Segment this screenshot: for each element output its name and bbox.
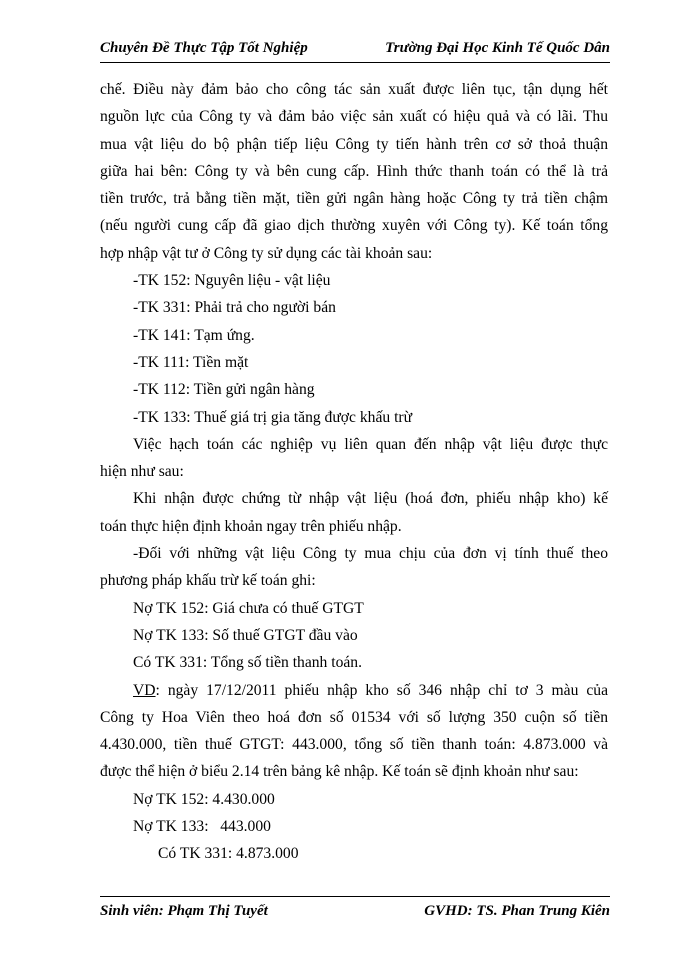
example-text: : ngày 17/12/2011 phiếu nhập kho số 346 nhập chỉ tơ 3 màu của bbox=[155, 681, 608, 699]
example-entry: Nợ TK 152: 4.430.000 bbox=[133, 790, 275, 808]
account-item: -TK 133: Thuế giá trị gia tăng được khấu trừ bbox=[133, 408, 413, 426]
document-body bbox=[100, 76, 608, 868]
example-line: Công ty Hoa Viên theo hoá đơn số 01534 với số lượng 350 cuộn số tiền bbox=[100, 708, 608, 726]
body-line: giữa hai bên: Công ty và bên cung cấp. Hình thức thanh toán có thể là trả bbox=[100, 162, 608, 180]
header-right: Trường Đại Học Kinh Tế Quốc Dân bbox=[385, 40, 610, 56]
example-entry: Nợ TK 133: 443.000 bbox=[133, 818, 271, 836]
body-line: Khi nhận được chứng từ nhập vật liệu (hoá đơn, phiếu nhập kho) kế bbox=[133, 490, 608, 508]
example-line: được thể hiện ở biểu 2.14 trên bảng kê nhập. Kế toán sẽ định khoản như sau: bbox=[100, 763, 579, 781]
account-item: -TK 112: Tiền gửi ngân hàng bbox=[133, 381, 315, 399]
account-item: -TK 141: Tạm ứng. bbox=[133, 326, 255, 344]
body-line: hợp nhập vật tư ở Công ty sử dụng các tài khoản sau: bbox=[100, 244, 433, 262]
body-line: -Đối với những vật liệu Công ty mua chịu của đơn vị tính thuế theo bbox=[133, 545, 608, 563]
body-line: chế. Điều này đảm bảo cho công tác sản xuất được liên tục, tận dụng hết bbox=[100, 81, 608, 98]
body-line: toán thực hiện định khoản ngay trên phiếu nhập. bbox=[100, 517, 402, 535]
body-line: mua vật liệu do bộ phận tiếp liệu Công ty tiến hành trên cơ sở thoả thuận bbox=[100, 135, 608, 153]
account-item: -TK 331: Phải trả cho người bán bbox=[133, 299, 336, 317]
example-line: 4.430.000, tiền thuế GTGT: 443.000, tổng số tiền thanh toán: 4.873.000 và bbox=[100, 736, 608, 754]
page-header bbox=[100, 38, 610, 63]
page-footer bbox=[100, 896, 610, 919]
body-line: tiền trước, trả bằng tiền mặt, tiền gửi ngân hàng hoặc Công ty trả tiền chậm bbox=[100, 190, 608, 208]
journal-entry: Có TK 331: Tổng số tiền thanh toán. bbox=[133, 654, 362, 672]
account-item: -TK 152: Nguyên liệu - vật liệu bbox=[133, 272, 331, 290]
header-left: Chuyên Đề Thực Tập Tốt Nghiệp bbox=[100, 40, 308, 56]
body-line: nguồn lực của Công ty và đảm bảo việc sản xuất có hiệu quả và có lãi. Thu bbox=[100, 108, 608, 126]
example-credit: Có TK 331: 4.873.000 bbox=[158, 845, 299, 863]
example-label: VD bbox=[133, 681, 156, 699]
account-item: -TK 111: Tiền mặt bbox=[133, 353, 249, 371]
footer-left: Sinh viên: Phạm Thị Tuyết bbox=[100, 903, 268, 919]
body-line: Việc hạch toán các nghiệp vụ liên quan đến nhập vật liệu được thực bbox=[133, 435, 608, 453]
body-line: phương pháp khấu trừ kế toán ghi: bbox=[100, 572, 316, 590]
example-line bbox=[100, 677, 608, 704]
body-line: hiện như sau: bbox=[100, 463, 184, 481]
body-line: (nếu người cung cấp đã giao dịch thường xuyên với Công ty). Kế toán tổng bbox=[100, 217, 608, 235]
journal-entry: Nợ TK 152: Giá chưa có thuế GTGT bbox=[133, 599, 364, 617]
footer-right: GVHD: TS. Phan Trung Kiên bbox=[424, 903, 610, 919]
journal-entry: Nợ TK 133: Số thuế GTGT đầu vào bbox=[133, 626, 358, 644]
